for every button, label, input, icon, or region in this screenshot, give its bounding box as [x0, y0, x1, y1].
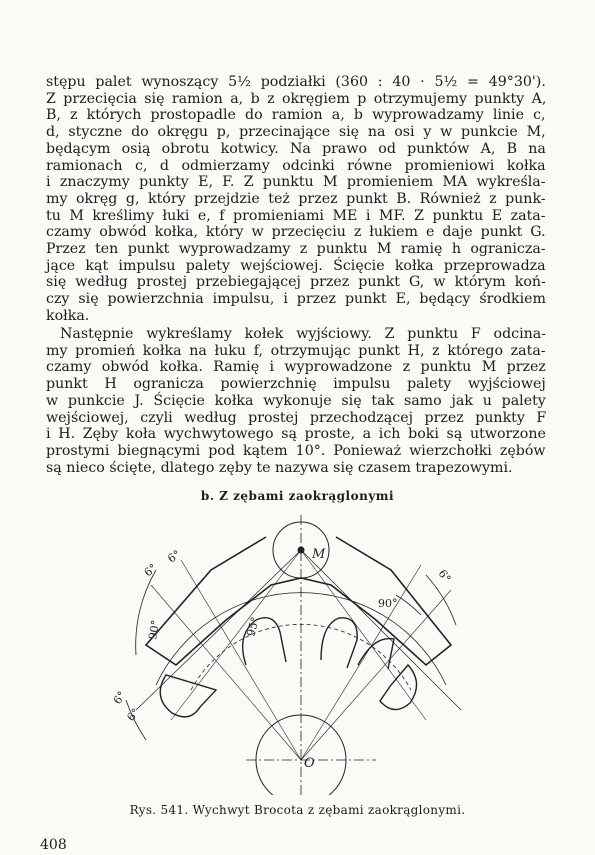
text-line: Przez ten punkt wyprowadzamy z punktu M ramię h ogranicza- [46, 241, 546, 258]
angle-label: 6° [110, 689, 129, 707]
text-line: wejściowej, czyli według prostej przechodzącej przez punkty F [46, 409, 547, 426]
angle-label: 6° [141, 561, 160, 580]
construction-line [301, 590, 451, 760]
text-line: my promień kołka na łuku f, otrzymując punkt H, z którego zata- [46, 342, 546, 359]
text-line: kołka. [46, 307, 90, 324]
text-line: w punkcie J. Ścięcie kołka wykonuje się tak samo jak u palety [46, 392, 546, 409]
text-line: tu M kreślimy łuki e, f promieniami ME i MF. Z punktu E zata- [46, 207, 546, 224]
page-number: 408 [40, 837, 67, 853]
construction-line [181, 560, 301, 760]
section-subheading: b. Z zębami zaokrąglonymi [200, 489, 395, 503]
escapement-drawing [96, 515, 476, 795]
angle-label: 6° [435, 567, 454, 585]
text-line: Następnie wykreślamy kołek wyjściowy. Z punktu F odcina- [60, 326, 547, 342]
wheel-teeth [243, 615, 394, 669]
dimension-arc [396, 595, 421, 615]
paragraph-2 [46, 326, 546, 476]
text-line: prostymi biegnącymi pod kątem 10°. Ponieważ wierzchołki zębów [46, 442, 546, 459]
angle-label: 6° [124, 705, 143, 724]
text-line: ramionach c, d odmierzamy odcinki równe promieniowi kołka [46, 157, 546, 174]
label-o: O [304, 756, 315, 771]
text-line: się według prostej przebiegającej przez punkt G, w którym koń- [46, 274, 546, 291]
pallet-left [160, 675, 216, 717]
angle-label: 90° [146, 619, 163, 641]
angle-label: 95° [244, 615, 262, 638]
angle-label: 6° [165, 547, 183, 566]
figure-caption: Rys. 541. Wychwyt Brocota z zębami zaokrąglonymi. [129, 803, 466, 817]
paragraph-1 [46, 74, 546, 325]
text-line: stępu palet wynoszący 5½ podziałki (360 : 40 · 5½ = 49°30'). [46, 74, 546, 90]
text-line: my okręg g, który przejdzie też przez punkt B. Również z punk- [46, 190, 546, 207]
text-line: B, z których prostopadle do ramion a, b wyprowadzamy linie c, [46, 107, 546, 124]
text-line: punkt H ogranicza powierzchnię impulsu palety wyjściowej [46, 376, 546, 393]
text-line: czy się powierzchnia impulsu, i przez punkt E, będący środkiem [46, 291, 547, 308]
pallet-right [380, 665, 417, 710]
dimension-arc [136, 570, 156, 655]
text-line: i znaczymy punkty E, F. Z punktu M promieniem MA wykreśla- [46, 174, 546, 191]
text-line: Z przecięcia się ramion a, b z okręgiem p otrzymujemy punkty A, [46, 90, 547, 107]
text-line: czamy obwód kołka, który w przecięciu z łukiem e daje punkt G. [46, 224, 546, 241]
construction-line [301, 550, 426, 720]
construction-line [301, 565, 421, 760]
text-line: jące kąt impulsu palety wejściowej. Ścięcie kołka przeprowadza [46, 257, 546, 274]
text-line: d, styczne do okręgu p, przecinające się na osi y w punkcie M, [46, 124, 546, 141]
text-line: czamy obwód kołka. Ramię i wyprowadzone z punktu M przez [46, 359, 546, 376]
text-line: będącym osią obrotu kotwicy. Na prawo od punktów A, B na [46, 140, 546, 157]
label-m: M [312, 547, 326, 562]
text-line: i H. Zęby koła wychwytowego są proste, a ich boki są utworzone [46, 426, 546, 443]
angle-label: 90° [378, 597, 398, 610]
text-line: są nieco ścięte, dlatego zęby te nazywa się czasem trapezowymi. [46, 459, 513, 476]
